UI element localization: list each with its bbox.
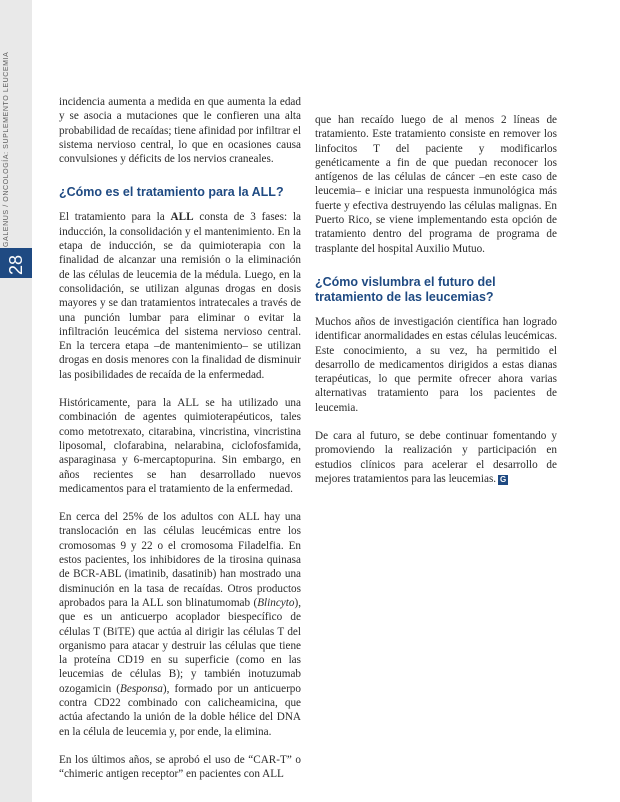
section-heading: ¿Cómo vislumbra el futuro del tratamiento de las leucemias? bbox=[315, 274, 496, 304]
paragraph: que han recaído luego de al menos 2 líneas de tratamiento. Este tratamiento consiste en remover los linfocitos T del paciente y modificarlos genéticamente a fin de que puedan reconocer los antígenos de las células de cáncer –en este caso de leucemia– e iniciar una respuesta inmunológica más fuerte y efectiva destruyendo las células malignas. En Puerto Rico, se viene implementando esta opción de tratamiento dentro del programa de programa de trasplante del hospital Auxilio Mutuo. bbox=[315, 114, 557, 255]
paragraph: En cerca del 25% de los adultos con ALL hay una translocación en las células leucémicas entre los cromosomas 9 y 22 o el cromosoma Filadelfia. En estos pacientes, los inhibidores de la tirosina quinasa de BCR-ABL (imatinib, dasatinib) han mostrado una disminución en la tasa de recaídas. Otros productos aprobados para la ALL son blinatumomab (Blincyto), que es un anticuerpo acoplador biespecífico de células T (BiTE) que actúa al dirigir las células T del organismo para atacar y destruir las células que tiene la proteína CD19 en su superficie (como en las leucemias de células B); y también inotuzumab ozogamicin (Besponsa), formado por un anticuerpo contra CD22 combinado con calicheamicina, que actúa afectando la unión de la doble hélice del DNA en la célula de leucemia y, por ende, la elimina. bbox=[59, 511, 301, 738]
paragraph: El tratamiento para la ALL consta de 3 fases: la inducción, la consolidación y el mantenimiento. En la etapa de inducción, se da quimioterapia con la finalidad de alcanzar una remisión o la eliminación de las células de leucemia de la médula. Luego, en la consolidación, se utilizan algunas drogas en dosis mayores y se dan tratamientos intratecales a través de una punción lumbar para eliminar o evitar la infiltración leucémica del sistema nervioso central. En la tercera etapa –de mantenimiento– se utilizan drogas en dosis menores con la finalidad de disminuir las posibilidades de recaída de la enfermedad. bbox=[59, 211, 302, 381]
paragraph: incidencia aumenta a medida en que aumenta la edad y se asocia a mutaciones que le confieren una alta probabilidad de recaídas; tiene afinidad por infiltrar el sistema nervioso central, lo que en ocasiones causa convulsiones y déficits de los nervios craneales. bbox=[59, 96, 301, 166]
left-column bbox=[59, 95, 301, 795]
section-heading: ¿Cómo es el tratamiento para la ALL? bbox=[59, 185, 284, 200]
end-of-article-icon: G bbox=[499, 474, 507, 484]
right-column bbox=[315, 113, 557, 500]
paragraph: Históricamente, para la ALL se ha utilizado una combinación de agentes quimioterapéuticos, tales como metotrexato, citarabina, vincristina, vincristina liposomal, clofarabina, nelarabina, ciclofosfamida, asparaginasa y 6-mercaptopurina. Sin embargo, en años recientes se han desarrollado nuevos medicamentos para el tratamiento de la enfermedad. bbox=[59, 397, 301, 495]
page-number: 28 bbox=[6, 254, 26, 275]
sidebar bbox=[0, 0, 32, 802]
paragraph: De cara al futuro, se debe continuar fomentando y promoviendo la realización y participación en estudios clínicos para acelerar el desarrollo de mejores tratamientos para las leucemias. G bbox=[315, 430, 557, 485]
running-header: GALENUS / ONCOLOGÍA: SUPLEMENTO LEUCEMIA bbox=[3, 51, 10, 247]
paragraph: En los últimos años, se aprobó el uso de “CAR-T” o “chimeric antigen receptor” en pacientes con ALL bbox=[59, 753, 301, 781]
paragraph: Muchos años de investigación científica han logrado identificar anormalidades en estas células leucémicas. Este conocimiento, a su vez, ha permitido el desarrollo de medicamentos dirigidos a estas dianas terapéuticas, lo que permite ofrecer ahora varias alternativas tratamiento para los pacientes de leucemia. bbox=[315, 315, 557, 414]
